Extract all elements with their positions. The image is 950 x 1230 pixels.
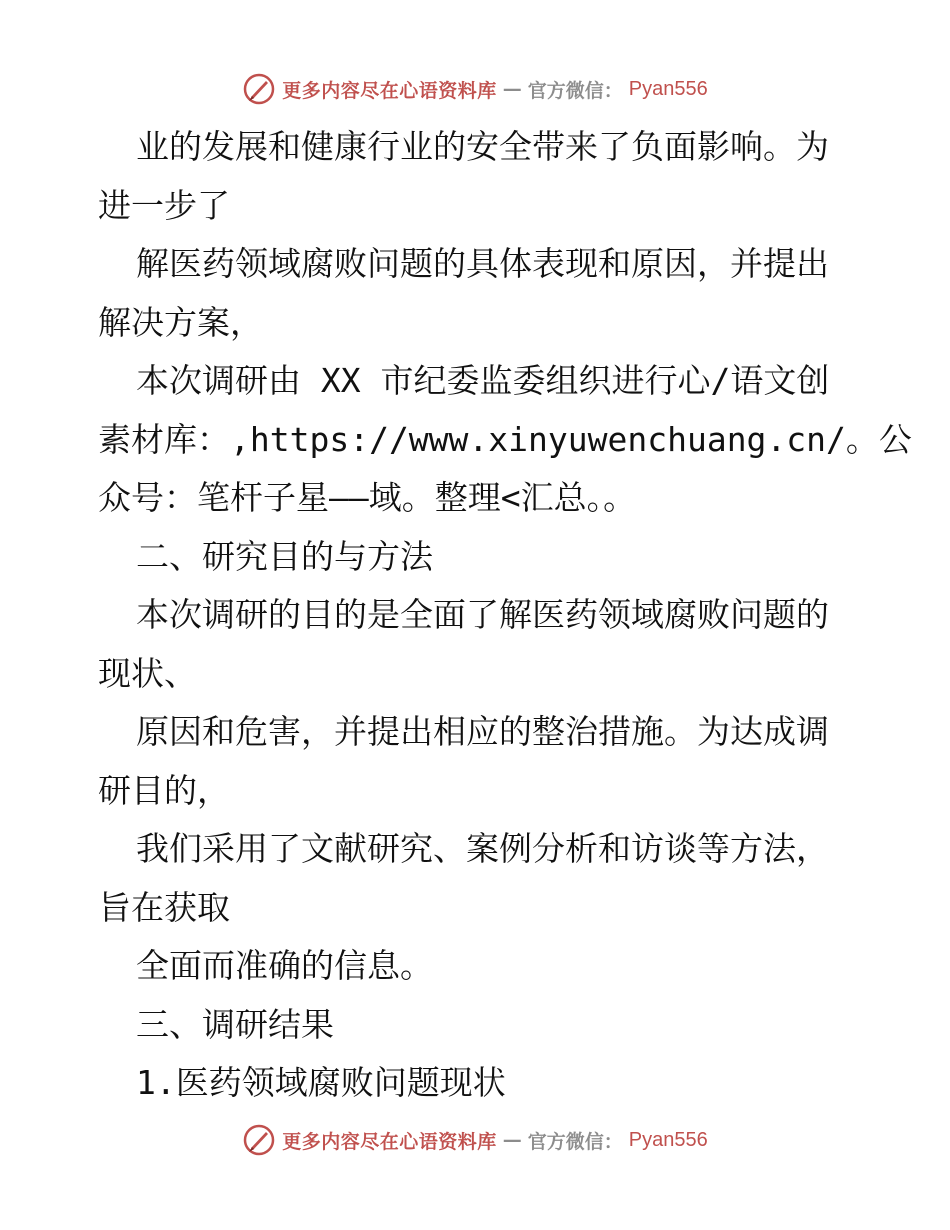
text-line: 现状、 — [98, 653, 197, 693]
text-line: 解决方案， — [98, 302, 263, 342]
text-line: 进一步了 — [98, 185, 230, 225]
document-body — [98, 118, 912, 1113]
text-line: 全面而准确的信息。 — [136, 946, 433, 985]
header-separator: — — [502, 78, 522, 100]
footer-brand — [242, 1123, 708, 1157]
text-line: 本次调研的目的是全面了解医药领域腐败问题的 — [136, 595, 829, 634]
footer-wechat-id: Pyan556 — [628, 1128, 708, 1151]
footer-wechat-label: 官方微信： — [527, 1130, 623, 1153]
text-line: 解医药领域腐败问题的具体表现和原因，并提出 — [136, 244, 829, 283]
quill-logo-icon — [242, 72, 276, 106]
header-brand — [242, 72, 708, 106]
quill-logo-icon — [242, 1123, 276, 1157]
text-line: 旨在获取 — [98, 887, 230, 927]
page-header — [0, 69, 950, 109]
header-wechat-label: 官方微信： — [527, 79, 623, 102]
header-brand-text: 更多内容尽在心语资料库 — [282, 79, 497, 102]
page-footer — [0, 1120, 950, 1160]
footer-separator: — — [502, 1129, 522, 1151]
text-line: 业的发展和健康行业的安全带来了负面影响。为 — [136, 127, 829, 166]
text-line: 研目的， — [98, 770, 230, 810]
text-line: 素材库：,https://www.xinyuwenchuang.cn/。公 — [98, 419, 912, 459]
footer-brand-text: 更多内容尽在心语资料库 — [282, 1130, 497, 1153]
text-line: 本次调研由 XX 市纪委监委组织进行心/语文创 — [136, 361, 830, 400]
text-line: 原因和危害，并提出相应的整治措施。为达成调 — [136, 712, 829, 751]
header-wechat-id: Pyan556 — [628, 77, 708, 100]
text-line: 我们采用了文献研究、案例分析和访谈等方法， — [136, 829, 829, 868]
text-line: 1.医药领域腐败问题现状 — [136, 1063, 506, 1102]
text-line: 二、研究目的与方法 — [136, 536, 433, 576]
text-line: 三、调研结果 — [136, 1004, 334, 1044]
text-line: 众号：笔杆子星——域。整理<汇总。。 — [98, 478, 637, 517]
